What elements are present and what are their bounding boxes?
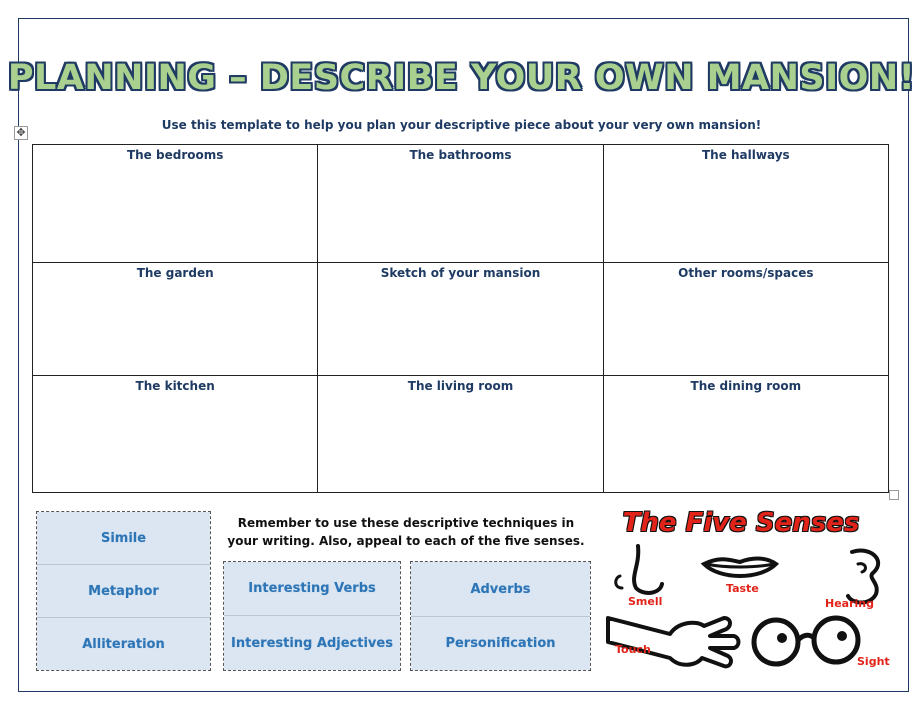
technique-simile: Simile <box>37 512 210 565</box>
cell-dining-room[interactable]: The dining room <box>603 376 888 493</box>
technique-interesting-verbs: Interesting Verbs <box>224 562 400 616</box>
cell-other-rooms[interactable]: Other rooms/spaces <box>603 263 888 376</box>
cell-bedrooms[interactable]: The bedrooms <box>33 145 318 263</box>
ear-icon <box>848 551 878 603</box>
techniques-group-3 <box>410 561 591 671</box>
cell-kitchen[interactable]: The kitchen <box>33 376 318 493</box>
techniques-group-1 <box>36 511 211 671</box>
nose-icon <box>616 546 662 593</box>
five-senses-title: The Five Senses <box>622 508 860 538</box>
technique-adverbs: Adverbs <box>411 562 590 617</box>
five-senses-graphic <box>600 506 900 686</box>
reminder-text: Remember to use these descriptive techniques in your writing. Also, appeal to each of the five senses. <box>227 516 585 548</box>
sense-label-touch: Touch <box>615 643 651 656</box>
page-subtitle: Use this template to help you plan your descriptive piece about your very own mansion! <box>161 118 762 132</box>
lips-icon <box>704 559 776 577</box>
table-row <box>33 376 889 493</box>
sense-label-sight: Sight <box>857 655 890 668</box>
cell-sketch[interactable]: Sketch of your mansion <box>318 263 603 376</box>
technique-alliteration: Alliteration <box>37 618 210 670</box>
cell-hallways[interactable]: The hallways <box>603 145 888 263</box>
planning-table <box>32 144 889 493</box>
cell-garden[interactable]: The garden <box>33 263 318 376</box>
sense-label-hearing: Hearing <box>825 597 874 610</box>
table-row <box>33 263 889 376</box>
technique-interesting-adjectives: Interesting Adjectives <box>224 616 400 670</box>
cell-bathrooms[interactable]: The bathrooms <box>318 145 603 263</box>
technique-metaphor: Metaphor <box>37 565 210 618</box>
techniques-group-2 <box>223 561 401 671</box>
page-title: PLANNING – DESCRIBE YOUR OWN MANSION! <box>7 58 916 98</box>
glasses-icon <box>754 618 858 664</box>
technique-personification: Personification <box>411 617 590 670</box>
table-resize-handle[interactable] <box>889 490 899 500</box>
cell-living-room[interactable]: The living room <box>318 376 603 493</box>
sense-label-smell: Smell <box>628 595 663 608</box>
table-row <box>33 145 889 263</box>
sense-label-taste: Taste <box>726 582 759 595</box>
table-move-handle-icon[interactable]: ✥ <box>14 126 28 140</box>
